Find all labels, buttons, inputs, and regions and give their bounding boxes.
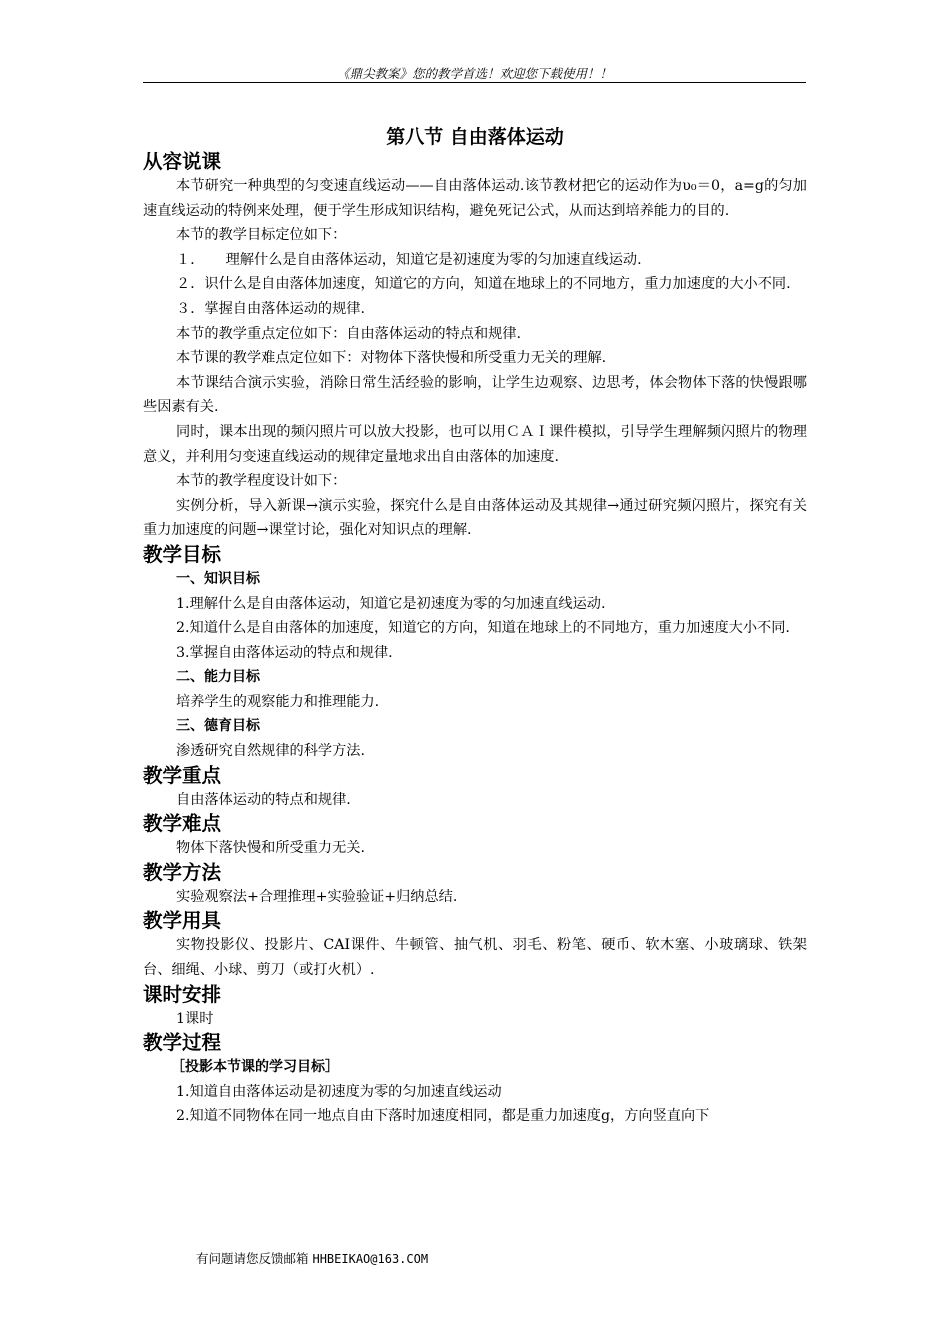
header-rule [143, 82, 806, 83]
section-heading-intro: 从容说课 [143, 150, 222, 173]
ability-goal-text: 培养学生的观察能力和推理能力. [176, 693, 380, 710]
page-title: 第八节 自由落体运动 [386, 126, 564, 148]
key-point-text: 自由落体运动的特点和规律. [176, 791, 351, 808]
document-body [143, 124, 807, 1129]
intro-paragraph: 本节的教学目标定位如下： [176, 227, 347, 244]
schedule-text: 1课时 [176, 1010, 214, 1027]
section-heading-schedule: 课时安排 [143, 982, 222, 1006]
knowledge-goal-item: 3.掌握自由落体运动的特点和规律. [176, 644, 393, 661]
process-item: 2.知道不同物体在同一地点自由下落时加速度相同，都是重力加速度g，方向竖直向下 [176, 1108, 710, 1125]
intro-paragraph: 本节课结合演示实验，消除日常生活经验的影响，让学生边观察、边思考，体会物体下落的快慢跟哪些因素有关. [143, 374, 807, 416]
section-heading-method: 教学方法 [143, 860, 222, 884]
section-heading-process: 教学过程 [143, 1031, 222, 1055]
section-heading-difficulty: 教学难点 [143, 812, 222, 836]
knowledge-goal-item: 2.知道什么是自由落体的加速度，知道它的方向，知道在地球上的不同地方，重力加速度大小不同. [176, 620, 790, 637]
moral-goals-title: 三、德育目标 [176, 718, 260, 735]
footer-email: HHBEIKAO@163.COM [312, 1252, 429, 1266]
section-heading-tools: 教学用具 [143, 909, 222, 933]
intro-paragraph: １． 理解什么是自由落体运动，知道它是初速度为零的匀加速直线运动. [176, 251, 642, 268]
intro-paragraph: 本节的教学重点定位如下：自由落体运动的特点和规律. [176, 325, 522, 342]
tools-text: 实物投影仪、投影片、CAI课件、牛顿管、抽气机、羽毛、粉笔、硬币、软木塞、小玻璃球、铁架台、细绳、小球、剪刀（或打火机）. [143, 937, 807, 979]
process-item: 1.知道自由落体运动是初速度为零的匀加速直线运动 [176, 1083, 502, 1100]
intro-paragraph: 实例分析，导入新课→演示实验，探究什么是自由落体运动及其规律→通过研究频闪照片，探究有关重力加速度的问题→课堂讨论，强化对知识点的理解. [143, 497, 807, 539]
intro-paragraph: ２．识什么是自由落体加速度，知道它的方向，知道在地球上的不同地方，重力加速度的大小不同. [176, 276, 791, 293]
page-header: 《鼎尖教案》您的教学首选！欢迎您下载使用！！ [336, 66, 612, 81]
footer-text: 有问题请您反馈邮箱 [196, 1251, 313, 1266]
intro-paragraph: 同时，课本出现的频闪照片可以放大投影，也可以用ＣＡＩ课件模拟，引导学生理解频闪照片的物理意义，并利用匀变速直线运动的规律定量地求出自由落体的加速度. [143, 423, 807, 465]
moral-goal-text: 渗透研究自然规律的科学方法. [176, 743, 365, 760]
section-heading-goals: 教学目标 [143, 542, 222, 566]
ability-goals-title: 二、能力目标 [176, 669, 260, 686]
intro-paragraph: 本节课的教学难点定位如下：对物体下落快慢和所受重力无关的理解. [176, 350, 607, 367]
page-footer [196, 1249, 428, 1267]
intro-paragraph: 本节研究一种典型的匀变速直线运动——自由落体运动.该节教材把它的运动作为υ₀＝0，a=g的匀加速直线运动的特例来处理，便于学生形成知识结构，避免死记公式，从而达到培养能力的目的. [143, 178, 807, 219]
knowledge-goals-title: 一、知识目标 [176, 570, 260, 587]
process-subtitle: ［投影本节课的学习目标］ [171, 1059, 339, 1076]
method-text: 实验观察法+合理推理+实验验证+归纳总结. [176, 888, 458, 905]
intro-paragraph: ３．掌握自由落体运动的规律. [176, 300, 365, 317]
section-heading-key: 教学重点 [143, 763, 222, 787]
intro-paragraph: 本节的教学程度设计如下： [176, 473, 347, 490]
difficulty-text: 物体下落快慢和所受重力无关. [176, 840, 365, 857]
knowledge-goal-item: 1.理解什么是自由落体运动，知道它是初速度为零的匀加速直线运动. [176, 595, 606, 612]
